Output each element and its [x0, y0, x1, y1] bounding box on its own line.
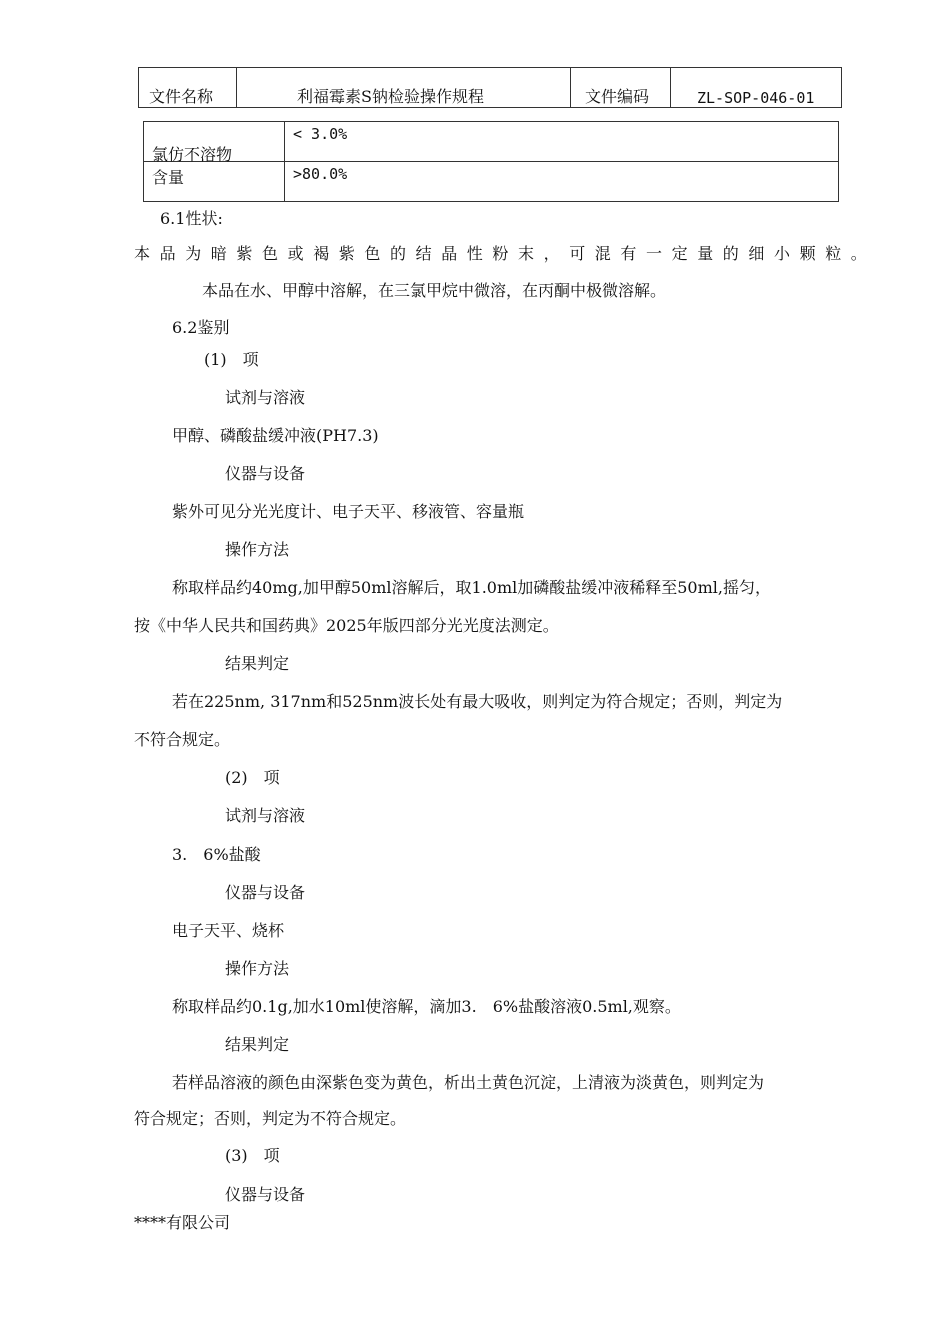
item2-result-heading: 结果判定 — [225, 1035, 290, 1054]
item1-instruments-heading: 仪器与设备 — [225, 464, 306, 483]
file-name-label: 文件名称 — [149, 87, 214, 106]
section-6-1-para1: 本品为暗紫色或褐紫色的结晶性粉末，可混有一定量的细小颗粒。 — [134, 244, 877, 263]
item2-reagents-heading: 试剂与溶液 — [225, 806, 306, 825]
item2-label: (2) 项 — [225, 768, 280, 787]
file-name-cell — [237, 68, 571, 107]
item1-label: (1) 项 — [204, 350, 259, 369]
item3-instruments-heading: 仪器与设备 — [225, 1185, 306, 1204]
file-name: 利福霉素S钠检验操作规程 — [297, 87, 484, 106]
file-code-label-cell — [571, 68, 671, 107]
item2-reagents: 3. 6%盐酸 — [172, 845, 261, 864]
section-6-2-heading: 6.2鉴别 — [172, 318, 230, 337]
file-code-cell — [671, 68, 841, 107]
spec-item: 氯仿不溶物 — [152, 145, 233, 164]
item1-reagents: 甲醇、磷酸盐缓冲液(PH7.3) — [172, 426, 379, 445]
item1-result-heading: 结果判定 — [225, 654, 290, 673]
item3-label: (3) 项 — [225, 1146, 280, 1165]
table-row — [144, 122, 838, 162]
item1-reagents-heading: 试剂与溶液 — [225, 388, 306, 407]
table-row — [144, 162, 838, 201]
item2-instruments-heading: 仪器与设备 — [225, 883, 306, 902]
file-code-label: 文件编码 — [585, 87, 650, 106]
item2-result-line2: 符合规定；否则，判定为不符合规定。 — [134, 1109, 407, 1128]
spec-table — [143, 121, 839, 202]
spec-value: >80.0% — [293, 165, 348, 183]
section-6-1-heading: 6.1性状: — [160, 209, 223, 228]
footer-company: ****有限公司 — [134, 1213, 231, 1232]
spec-item: 含量 — [152, 168, 185, 187]
item1-method-heading: 操作方法 — [225, 540, 290, 559]
item1-method-line1: 称取样品约40mg,加甲醇50ml溶解后，取1.0ml加磷酸盐缓冲液稀释至50ml,摇匀， — [172, 578, 771, 597]
item1-result-line1: 若在225nm, 317nm和525nm波长处有最大吸收，则判定为符合规定；否则，判定为 — [172, 692, 783, 711]
item1-instruments: 紫外可见分光光度计、电子天平、移液管、容量瓶 — [172, 502, 525, 521]
item2-method: 称取样品约0.1g,加水10ml使溶解，滴加3. 6%盐酸溶液0.5ml,观察。 — [172, 997, 681, 1016]
spec-value: < 3.0% — [293, 125, 348, 143]
item2-instruments: 电子天平、烧杯 — [172, 921, 285, 940]
item2-method-heading: 操作方法 — [225, 959, 290, 978]
file-name-label-cell — [139, 68, 237, 107]
item2-result-line1: 若样品溶液的颜色由深紫色变为黄色，析出土黄色沉淀，上清液为淡黄色，则判定为 — [172, 1073, 765, 1092]
file-code: ZL-SOP-046-01 — [697, 89, 815, 107]
section-6-1-para2: 本品在水、甲醇中溶解，在三氯甲烷中微溶，在丙酮中极微溶解。 — [202, 281, 667, 300]
item1-method-line2: 按《中华人民共和国药典》2025年版四部分光光度法测定。 — [134, 616, 559, 635]
item1-result-line2: 不符合规定。 — [134, 730, 231, 749]
header-table — [138, 67, 842, 108]
